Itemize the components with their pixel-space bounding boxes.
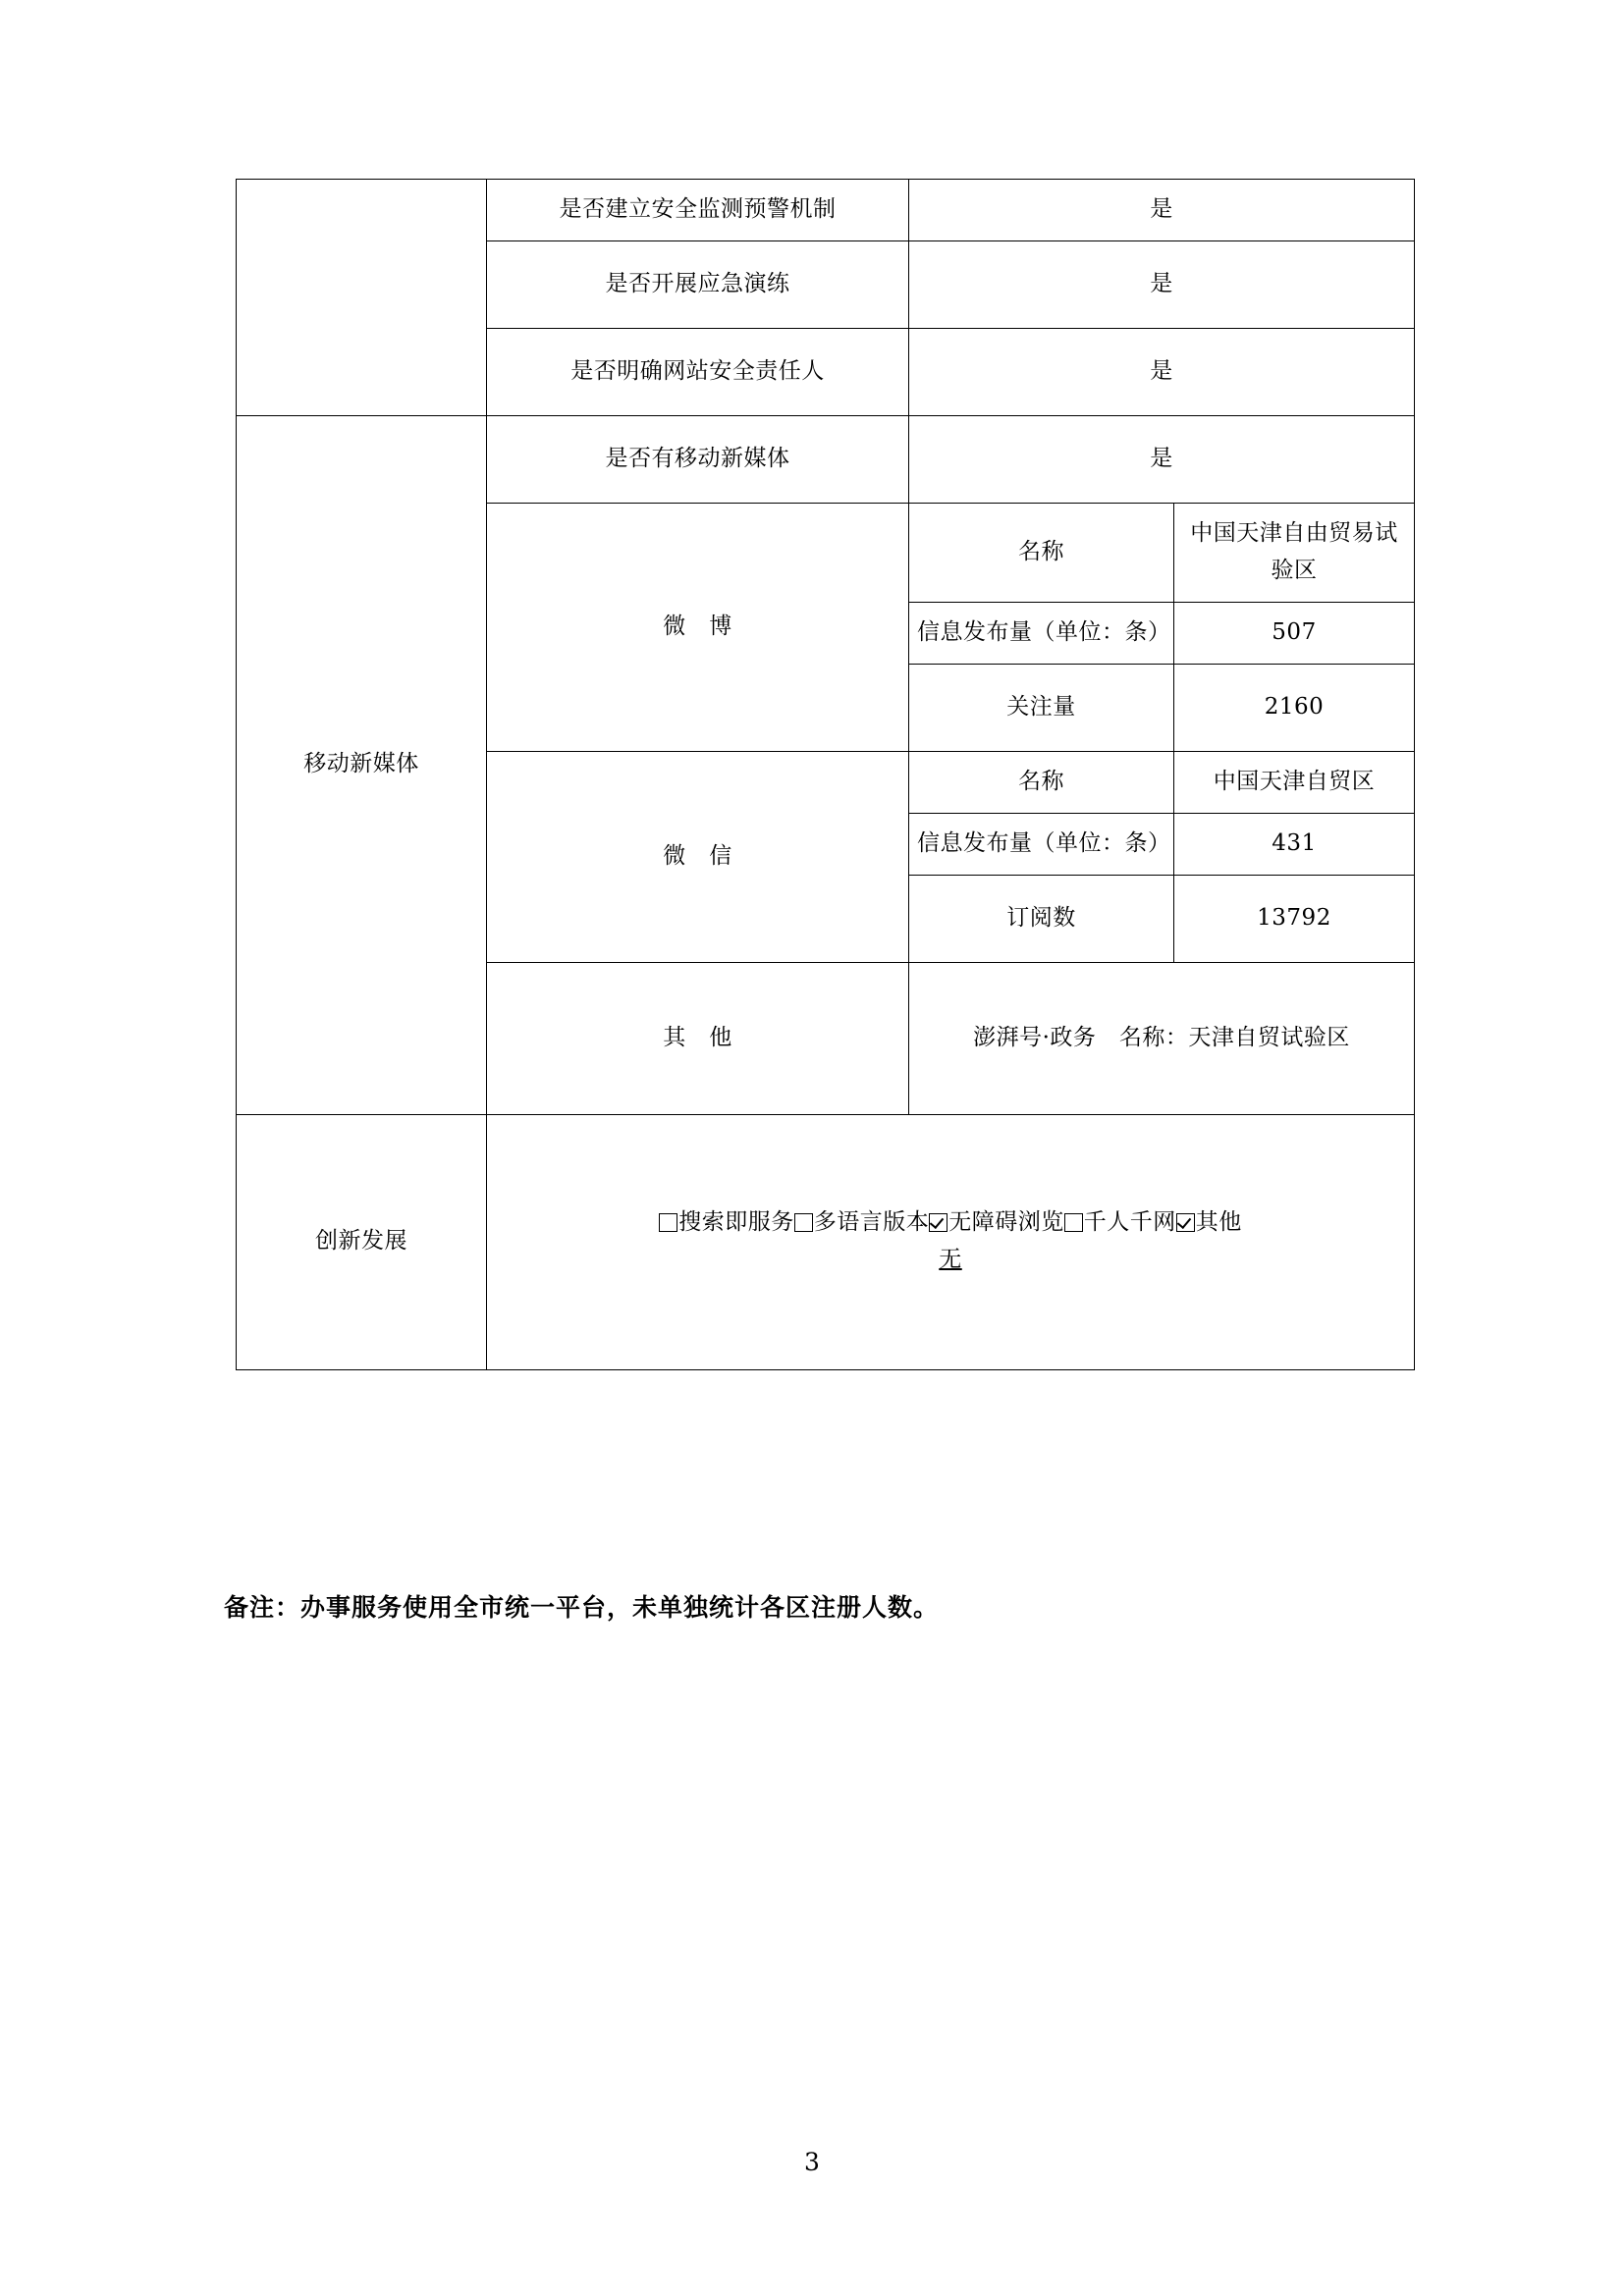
weibo-publish-key: 信息发布量（单位：条） xyxy=(909,602,1174,664)
page-number: 3 xyxy=(804,2148,820,2176)
checkbox-multilanguage[interactable] xyxy=(794,1213,813,1232)
table-row xyxy=(237,180,1415,241)
table-row xyxy=(237,1114,1415,1369)
weixin-subscribers-value: 13792 xyxy=(1174,875,1415,962)
security-row-label-1: 是否建立安全监测预警机制 xyxy=(487,180,909,241)
security-row-label-3: 是否明确网站安全责任人 xyxy=(487,328,909,415)
weixin-publish-key: 信息发布量（单位：条） xyxy=(909,813,1174,875)
checkbox-search-as-service[interactable] xyxy=(659,1213,677,1232)
weibo-label: 微 博 xyxy=(487,503,909,751)
security-row-value-1: 是 xyxy=(909,180,1415,241)
option-label-search-as-service: 搜索即服务 xyxy=(678,1209,794,1236)
weixin-subscribers-key: 订阅数 xyxy=(909,875,1174,962)
checkbox-personalized-web[interactable] xyxy=(1064,1213,1083,1232)
footnote: 备注：办事服务使用全市统一平台，未单独统计各区注册人数。 xyxy=(224,1593,940,1622)
weixin-name-key: 名称 xyxy=(909,751,1174,813)
security-section-label xyxy=(237,180,487,416)
security-row-label-2: 是否开展应急演练 xyxy=(487,240,909,328)
report-table xyxy=(236,179,1415,1370)
weibo-followers-value: 2160 xyxy=(1174,664,1415,751)
option-label-multilanguage: 多语言版本 xyxy=(813,1209,930,1236)
option-label-accessibility: 无障碍浏览 xyxy=(948,1209,1064,1236)
other-media-value: 澎湃号·政务 名称：天津自贸试验区 xyxy=(909,962,1415,1114)
innovation-section-label: 创新发展 xyxy=(237,1114,487,1369)
has-mobile-media-value: 是 xyxy=(909,415,1415,503)
security-row-value-2: 是 xyxy=(909,240,1415,328)
weixin-publish-value: 431 xyxy=(1174,813,1415,875)
mobile-media-section-label: 移动新媒体 xyxy=(237,415,487,1114)
security-row-value-3: 是 xyxy=(909,328,1415,415)
checkbox-accessibility[interactable] xyxy=(929,1213,947,1232)
option-label-other: 其他 xyxy=(1195,1209,1242,1236)
weixin-label: 微 信 xyxy=(487,751,909,962)
innovation-options-cell xyxy=(487,1114,1415,1369)
weibo-publish-value: 507 xyxy=(1174,602,1415,664)
table-row xyxy=(237,415,1415,503)
weibo-name-value: 中国天津自由贸易试验区 xyxy=(1174,503,1415,602)
innovation-options-list xyxy=(495,1204,1406,1242)
other-media-label: 其 他 xyxy=(487,962,909,1114)
checkbox-other[interactable] xyxy=(1176,1213,1195,1232)
has-mobile-media-label: 是否有移动新媒体 xyxy=(487,415,909,503)
weibo-name-key: 名称 xyxy=(909,503,1174,602)
weixin-name-value: 中国天津自贸区 xyxy=(1174,751,1415,813)
option-label-personalized-web: 千人千网 xyxy=(1083,1209,1176,1236)
weibo-followers-key: 关注量 xyxy=(909,664,1174,751)
innovation-other-value: 无 xyxy=(939,1247,962,1273)
